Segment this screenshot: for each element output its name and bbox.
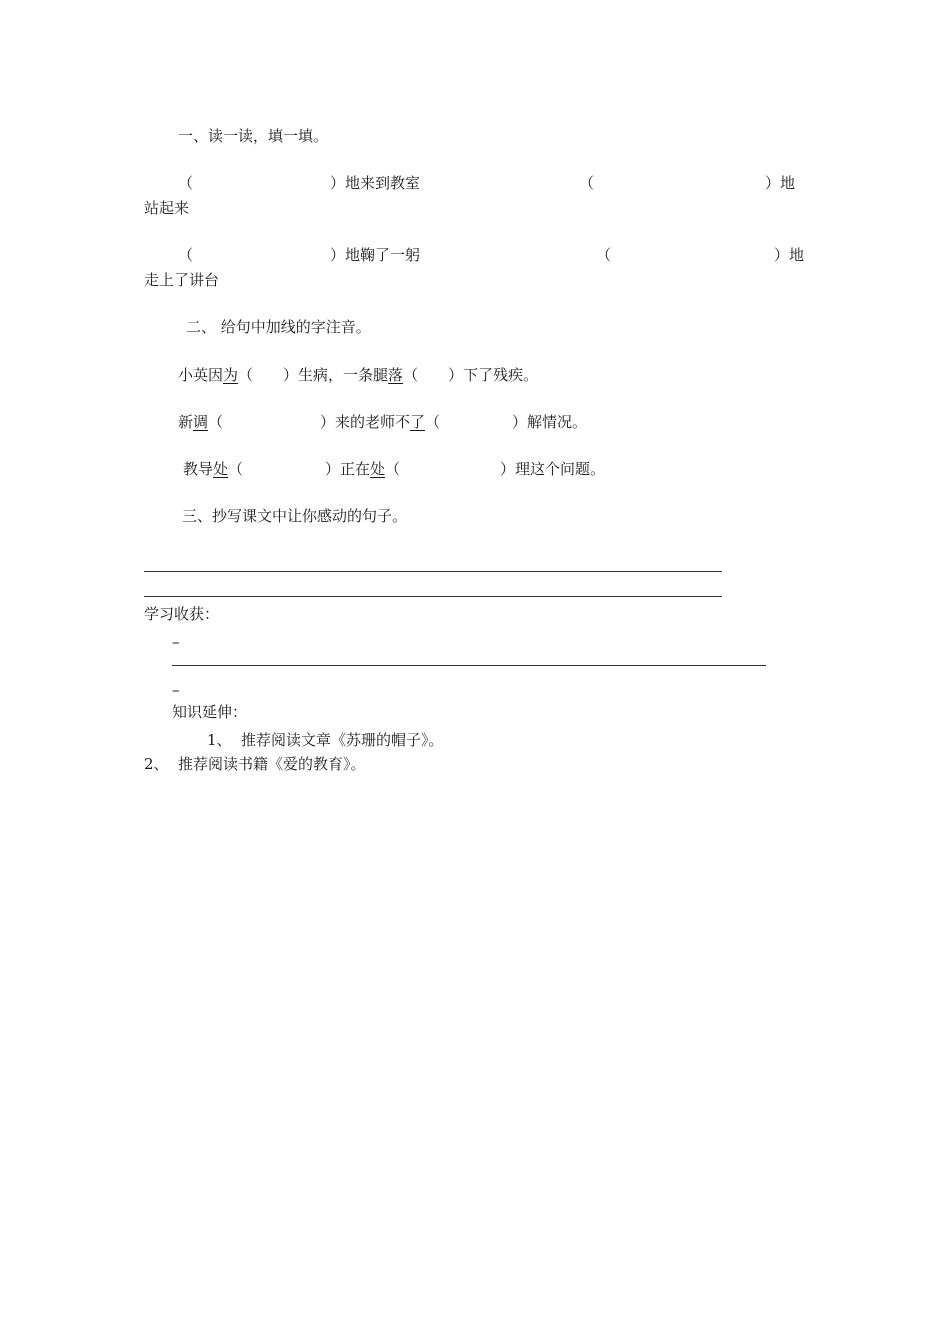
extension-label: 知识延伸： bbox=[172, 703, 248, 721]
marked-char: 处 bbox=[370, 460, 386, 478]
sentence-text: ）正在 bbox=[325, 460, 371, 478]
list-number: 1、 bbox=[207, 731, 232, 749]
marked-char: 了 bbox=[410, 413, 426, 431]
sentence-text: ）来的老师不 bbox=[320, 413, 411, 431]
section-1-heading: 一、读一读，填一填。 bbox=[178, 127, 329, 145]
list-item: 推荐阅读书籍《爱的教育》。 bbox=[178, 755, 366, 773]
dash-mark: – bbox=[172, 633, 180, 651]
writing-line bbox=[144, 571, 722, 572]
writing-line bbox=[172, 665, 766, 666]
section-2-heading: 二、 给句中加线的字注音。 bbox=[186, 318, 371, 336]
blank-phrase: ）地来到教室 bbox=[330, 174, 421, 192]
writing-line bbox=[144, 596, 722, 597]
wrapped-text: 站起来 bbox=[144, 199, 190, 217]
wrapped-text: 走上了讲台 bbox=[144, 271, 220, 289]
blank-phrase: ）地 bbox=[774, 246, 805, 264]
pinyin-sentence-3-cont bbox=[325, 462, 400, 477]
sentence-text: （ bbox=[228, 460, 244, 478]
pinyin-sentence-3 bbox=[183, 462, 243, 477]
pinyin-sentence-1 bbox=[178, 368, 538, 383]
paren-open: （ bbox=[178, 246, 194, 264]
sentence-text: 教导 bbox=[183, 460, 214, 478]
sentence-text: 新 bbox=[178, 413, 194, 431]
sentence-text: 小英因 bbox=[178, 366, 224, 384]
sentence-text: （ bbox=[425, 413, 441, 431]
paren-open: （ bbox=[178, 174, 194, 192]
dash-mark: – bbox=[172, 681, 180, 699]
sentence-text: （ ）下了残疾。 bbox=[403, 366, 539, 384]
pinyin-sentence-2 bbox=[178, 415, 223, 430]
section-3-heading: 三、抄写课文中让你感动的句子。 bbox=[182, 507, 408, 525]
marked-char: 调 bbox=[193, 413, 209, 431]
list-item: 推荐阅读文章《苏珊的帽子》。 bbox=[241, 731, 444, 749]
paren-open: （ bbox=[596, 246, 612, 264]
blank-phrase: ）地 bbox=[765, 174, 796, 192]
sentence-text: ）解情况。 bbox=[512, 413, 588, 431]
marked-char: 落 bbox=[388, 366, 404, 384]
harvest-label: 学习收获： bbox=[144, 605, 220, 623]
sentence-text: ）理这个问题。 bbox=[500, 460, 606, 478]
sentence-text: （ bbox=[208, 413, 224, 431]
pinyin-sentence-2-cont bbox=[320, 415, 440, 430]
sentence-text: （ bbox=[385, 460, 401, 478]
marked-char: 处 bbox=[213, 460, 229, 478]
list-number: 2、 bbox=[144, 755, 169, 773]
marked-char: 为 bbox=[223, 366, 239, 384]
blank-phrase: ）地鞠了一躬 bbox=[330, 246, 421, 264]
paren-open: （ bbox=[579, 174, 595, 192]
sentence-text: （ ）生病，一条腿 bbox=[238, 366, 389, 384]
